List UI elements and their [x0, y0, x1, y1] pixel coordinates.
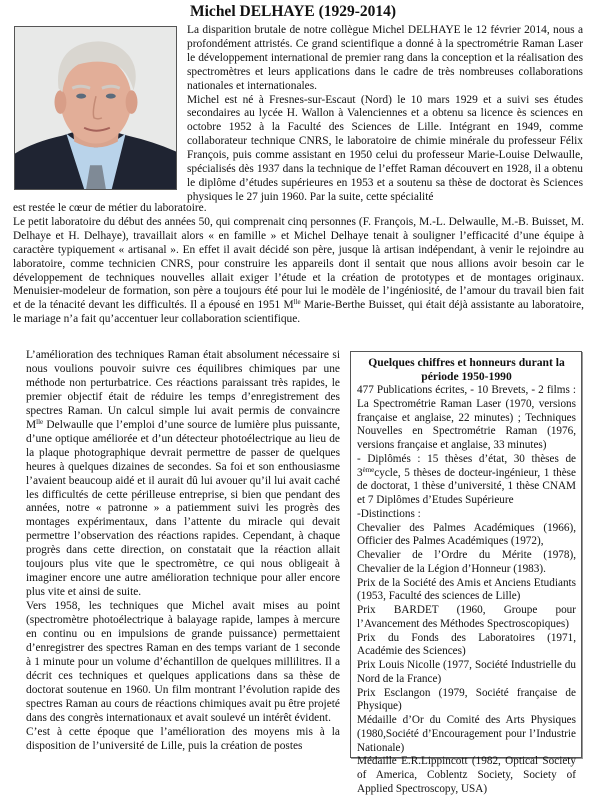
- continuation-text: est restée le cœur de métier du laboratoire.: [13, 202, 207, 214]
- page-title: Michel DELHAYE (1929-2014): [190, 3, 397, 20]
- full-width-section: [13, 202, 584, 327]
- distinction-item: Prix BARDET (1960, Groupe pour l’Avancement des Méthodes Spectroscopiques): [357, 604, 576, 630]
- laboratory-text-b: Marie-Berthe Buisset, qui était déjà assistante au laboratoire, le mariage n’a fait qu’accentuer leur collaboration scientifique.: [13, 299, 585, 326]
- techniques-1958-paragraph: Vers 1958, les techniques que Michel avait mises au point (spectromètre photoélectrique à balayage rapide, lampes à mercure en continu ou en impulsions de grande puissance) permettaient d’enregistrer des spectres Raman en des temps variant de 1 seconde à 1 minute pour un volume d’échantillon de quelques millilitres. Il a décrit ces techniques et quelques applications dans sa thèse de doctorat soutenue en 1960. Un film montrant l’évolution rapide des spectres Raman au cours de réactions chimiques avait pu être projeté dans des congrès internationaux et avait soulevé un intérêt évident.: [26, 600, 340, 724]
- distinctions-label: -Distinctions :: [357, 507, 421, 520]
- laboratory-text-a: Le petit laboratoire du début des années 50, qui comprenait cinq personnes (F. François, M.-L. Delwaulle, M.-B. Buisset, M. Delhaye et H. Delhaye), travaillait alors « en famille » et Michel Delhaye tenait à souligner l’efficacité d’une équipe à caractère typiquement « artisanal ». En effet il avait décidé son père, jusque là artisan indépendant, à venir le rejoindre au laboratoire, comme technicien CNRS, pour construire les appareils dont il sentait que nous allions avoir besoin car le développement de techniques nouvelles allait exiger l’étude et la création de prototypes et de montages originaux. Menuisier-modeleur de formation, son père a toujours été pour lui le modèle de l’ingéniosité, de l’amour du travail bien fait et de la ténacité devant les difficultés. Il a épousé en 1951 M: [13, 215, 584, 312]
- raman-text-b: Delwaulle que l’emploi d’une source de lumière plus puissante, d’une optique améliorée et d’un détecteur photoélectrique au lieu de la plaque photographique devrait permettre de passer de quelques heures à quelques dizaines de secondes. Sa foi et son enthousiasme l’avaient beaucoup aidé et il aurait dû lui avouer qu’il lui avait caché les difficultés de cette périlleuse entreprise, si bien que pendant des années, notre « patronne » a patiemment suivi les progrès des montages expérimentaux, dans l’attente du miracle qui devait permettre l’observation des réactions rapides. Cependant, à chaque progrès dans cette direction, on constatait que la réaction allait toujours plus vite que le spectromètre, ce qui nous obligeait à imaginer encore une autre amélioration technique pour aller encore plus vite et ainsi de suite.: [26, 418, 340, 599]
- distinction-item: Prix de la Société des Amis et Anciens Etudiants (1953, Faculté des sciences de Lille): [357, 576, 576, 603]
- portrait-photo: [14, 26, 177, 190]
- raman-improvement-paragraph: [26, 349, 340, 600]
- diplomas-text-b: cycle, 5 thèses de docteur-ingénieur, 1 thèse de doctorat, 1 thèse d’université, 1 thèse CNAM et 7 Diplômes d’Etudes Supérieure: [357, 466, 576, 506]
- epoch-paragraph: C’est à cette époque que l’amélioration des moyens mis à la disposition de l’université de Lille, puis la création de postes: [26, 725, 340, 752]
- distinction-item: Prix Esclangon (1979, Société française de Physique): [357, 686, 576, 713]
- distinction-item: Médaille d’Or du Comité des Arts Physiques (1980,Société d’Encouragement pour l’Industrie Nationale): [357, 714, 576, 754]
- publications-text: 477 Publications écrites, - 10 Brevets, - 2 films : La Spectrométrie Raman Laser (1970, versions française et anglaise, 22 minutes) ; Techniques Nouvelles en Spectrométrie Raman (1976, versions française et anglaise, 33 minutes): [357, 384, 576, 451]
- distinction-item: Prix Louis Nicolle (1977, Société Industrielle du Nord de la France): [357, 659, 576, 685]
- distinction-item: Chevalier des Palmes Académiques (1966), Officier des Palmes Académiques (1972),: [357, 521, 576, 548]
- left-column: [26, 349, 340, 754]
- raman-text-a: L’amélioration des techniques Raman était absolument nécessaire si nous voulions pouvoir suivre ces équilibres chimiques par une méthode non perturbatrice. Ces réactions paraissant très rapides, le premier objectif était de réduire les temps d’enregistrement des spectres Raman. Un calcul simple lui avait permis de convaincre M: [26, 349, 340, 431]
- intro-section: [187, 24, 583, 205]
- diplomas-text-a: - Diplômés : 15 thèses d’état, 30 thèses de 3: [357, 452, 576, 479]
- mlle-superscript: lle: [293, 298, 301, 307]
- intro-paragraph-2: Michel est né à Fresnes-sur-Escaut (Nord) le 10 mars 1929 et a suivi ses études secondaires au lycée H. Wallon à Valenciennes et a obtenu sa licence ès sciences en octobre 1952 à la Faculté des Sciences de Lille. Intégrant en 1949, comme collaborateur technique CNRS, le laboratoire de chimie minérale du professeur Félix François, puis comme assistant en 1950 celui du professeur Marie-Louise Delwaulle, spécialisés dès 1937 dans la technique de l’effet Raman découvert en 1928, il a obtenu le diplôme d’études supérieures en 1953 et a soutenu sa thèse de doctorat ès Sciences physiques le 27 juin 1960. Par la suite, cette spécialité: [187, 93, 583, 203]
- distinction-item: Médaille E.R.Lippincott (1982, Optical Society of America, Coblentz Society, Society of Applied Spectroscopy, USA): [357, 755, 576, 795]
- honors-box-title: Quelques chiffres et honneurs durant la période 1950-1990: [368, 356, 565, 383]
- distinction-item: Prix du Fonds des Laboratoires (1971, Académie des Sciences): [357, 631, 576, 658]
- mlle-superscript: lle: [36, 417, 44, 426]
- portrait-image: [15, 27, 176, 189]
- distinction-item: Chevalier de l’Ordre du Mérite (1978), Chevalier de la Légion d’Honneur (1983).: [357, 549, 576, 575]
- intro-paragraph-1: La disparition brutale de notre collègue Michel DELHAYE le 12 février 2014, nous a profondément attristés. Ce grand scientifique a donné à la spectrométrie Raman Laser le développement international de premier rang dans la conception et la réalisation des spectromètres et leurs applications dans le cadre de très nombreuses collaborations nationales et internationales.: [187, 24, 583, 92]
- honors-sidebar-box: [350, 351, 582, 795]
- laboratory-paragraph: [13, 216, 584, 327]
- eme-superscript: ème: [362, 465, 375, 474]
- diplomas-text: [357, 453, 576, 508]
